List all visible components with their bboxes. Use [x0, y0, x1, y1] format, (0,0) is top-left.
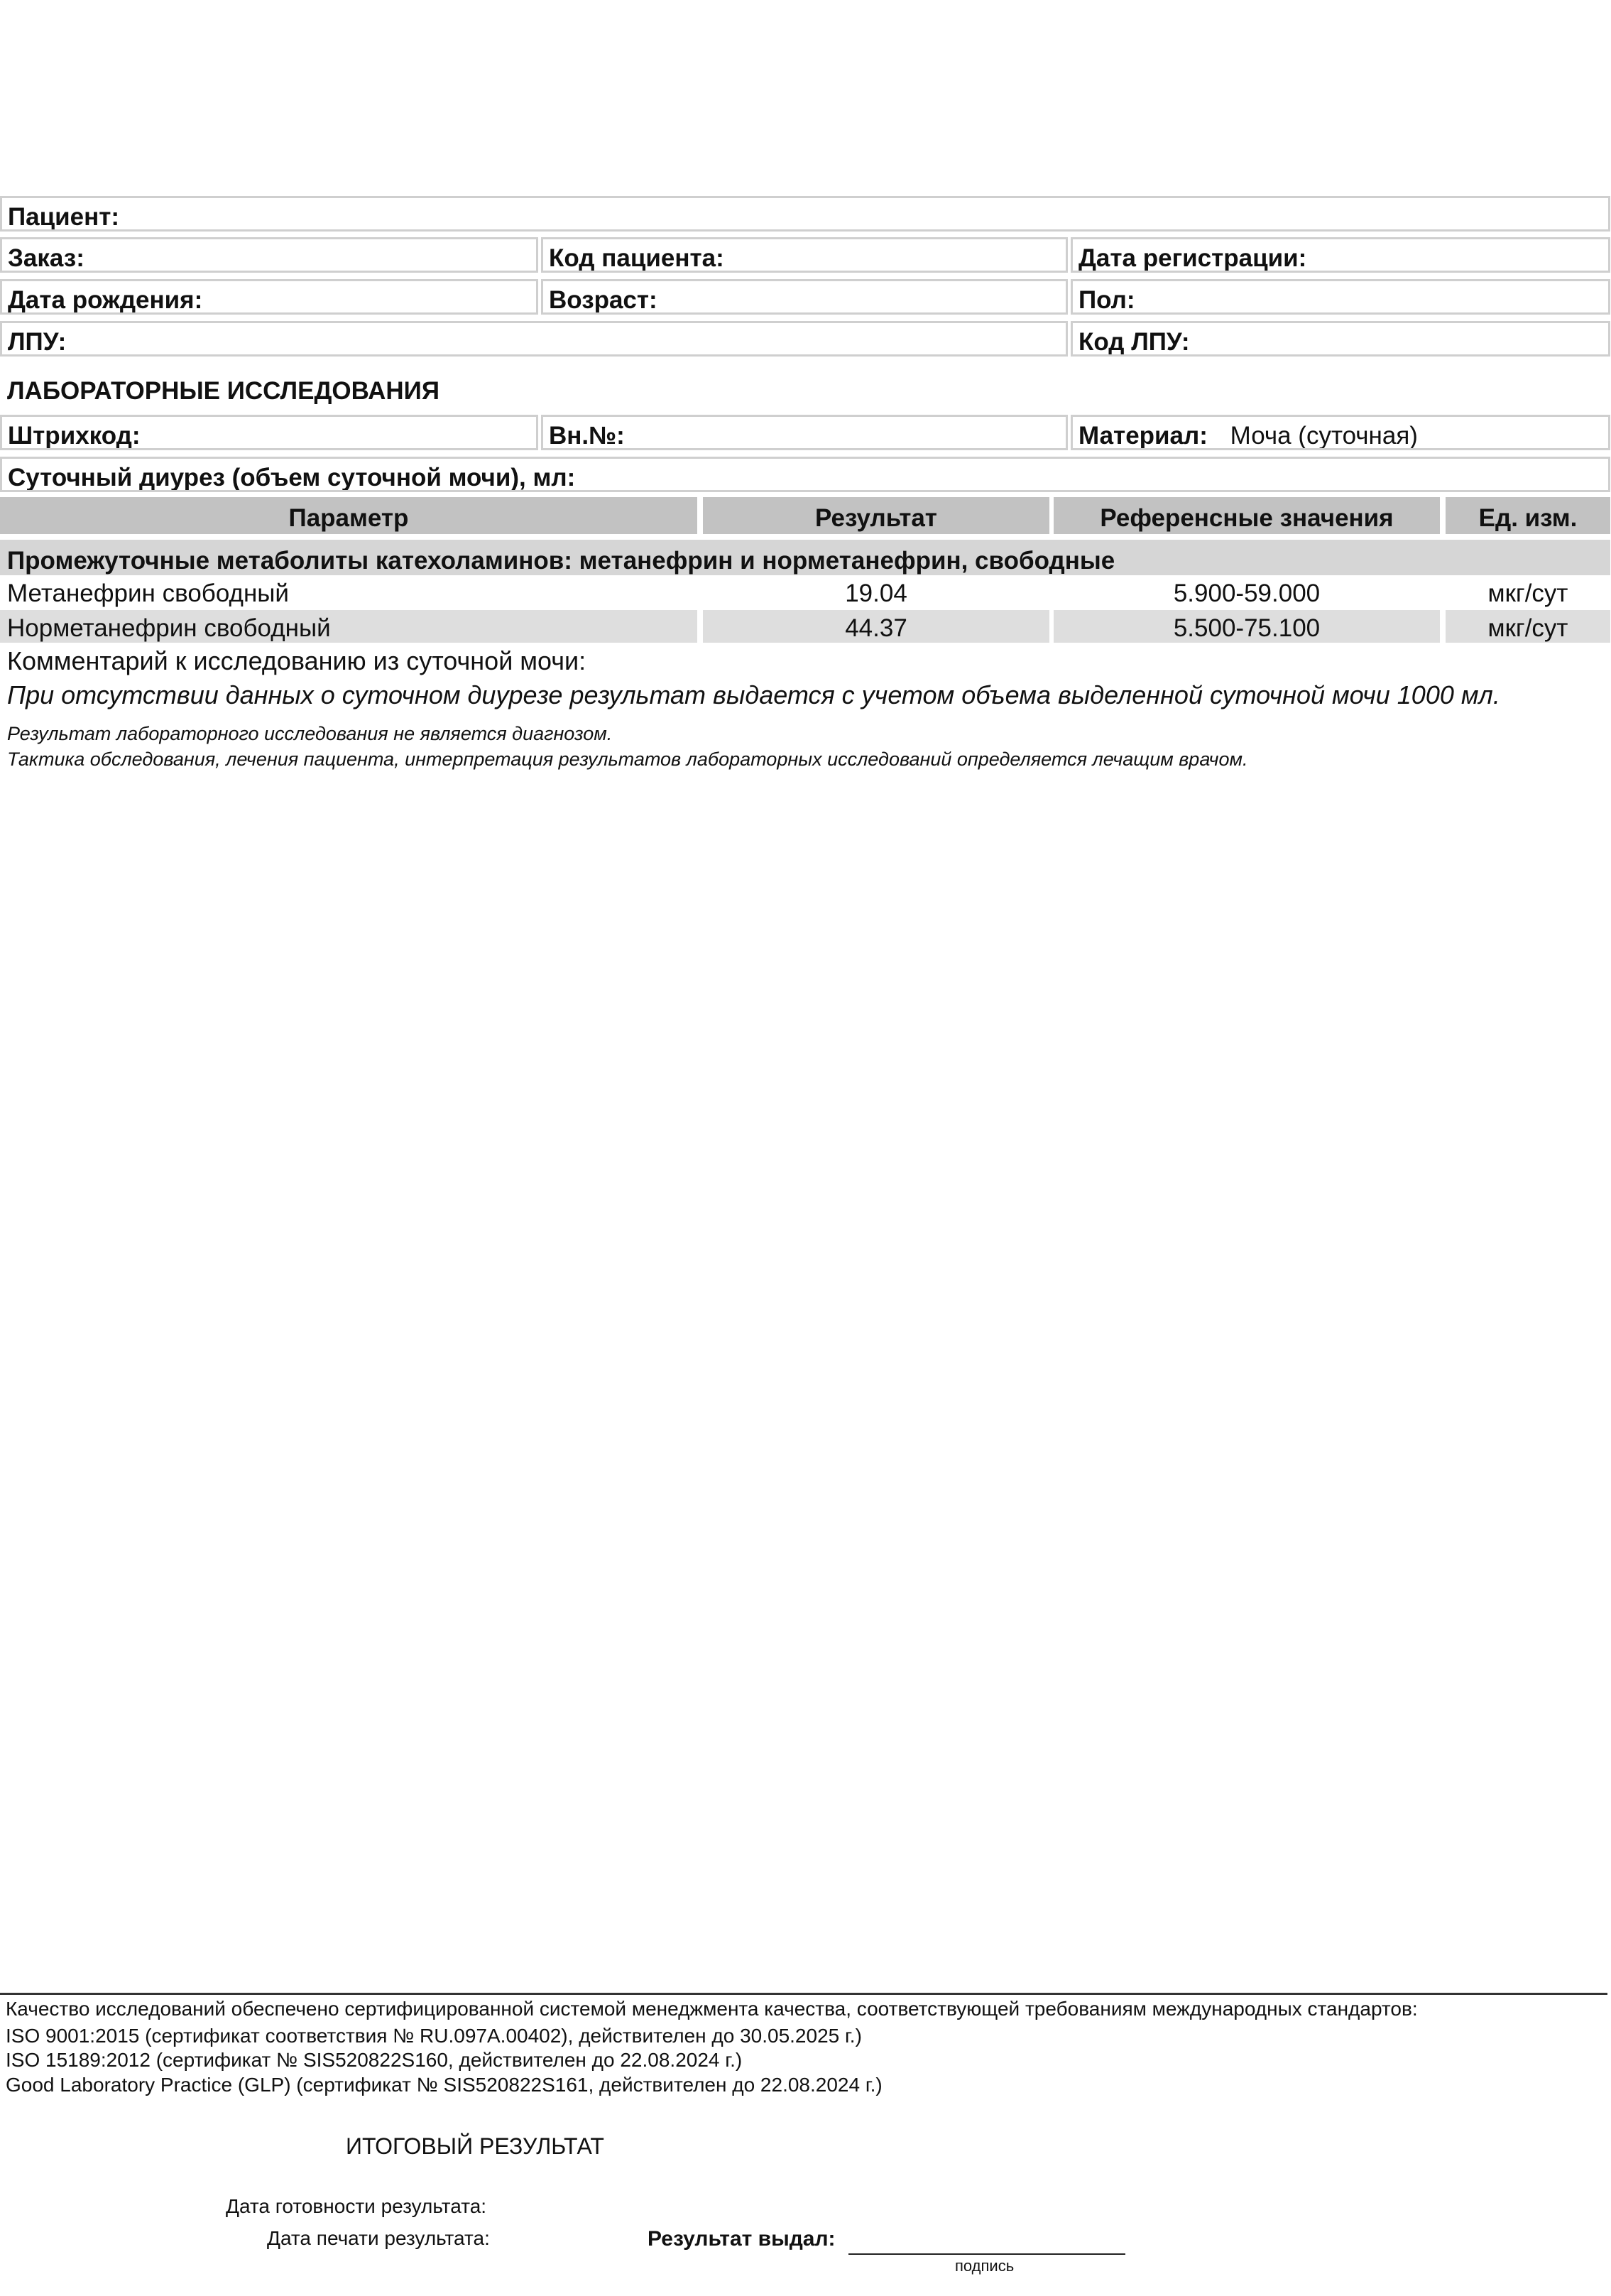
comment-text: При отсутствии данных о суточном диурезе результат выдается с учетом объема выделенной суточной мочи 1000 мл. [7, 680, 1500, 709]
iso-9001: ISO 9001:2015 (сертификат соответствия № RU.097A.00402), действителен до 30.05.2025 г.) [6, 2025, 862, 2047]
birth-date-field [0, 279, 538, 315]
signature-line [848, 2253, 1125, 2255]
lpu-code-field [1071, 321, 1610, 357]
row-reference: 5.900-59.000 [1173, 580, 1321, 607]
birth-date-label: Дата рождения: [8, 286, 203, 314]
row-unit: мкг/сут [1446, 610, 1610, 643]
quality-intro: Качество исследований обеспечено сертифицированной системой менеджмента качества, соответствующей требованиям международных стандартов: [6, 1998, 1418, 2020]
row-result: 44.37 [703, 610, 1049, 643]
row-unit: мкг/сут [1487, 580, 1568, 607]
section-title: ЛАБОРАТОРНЫЕ ИССЛЕДОВАНИЯ [7, 377, 439, 405]
lpu-label: ЛПУ: [8, 328, 67, 356]
sex-field [1071, 279, 1610, 315]
row-parameter: Норметанефрин свободный [0, 610, 697, 643]
quality-divider [0, 1993, 1607, 1995]
age-field [541, 279, 1068, 315]
ready-date-label: Дата готовности результата: [226, 2195, 487, 2217]
header-unit: Ед. изм. [1446, 497, 1610, 534]
material-value: Моча (суточная) [1230, 422, 1418, 450]
age-label: Возраст: [549, 286, 657, 314]
lpu-field [0, 321, 1068, 357]
order-field [0, 237, 538, 273]
disclaimer-line-1: Результат лабораторного исследования не является диагнозом. [7, 723, 613, 744]
diuresis-label: Суточный диурез (объем суточной мочи), мл: [8, 464, 576, 491]
material-label: Материал: [1078, 422, 1208, 450]
patient-code-field [541, 237, 1068, 273]
registration-date-label: Дата регистрации: [1078, 244, 1307, 272]
diuresis-field [0, 457, 1610, 492]
barcode-field [0, 415, 538, 450]
sex-label: Пол: [1078, 286, 1135, 314]
registration-date-field [1071, 237, 1610, 273]
print-date-label: Дата печати результата: [267, 2227, 490, 2249]
order-label: Заказ: [8, 244, 84, 272]
disclaimer-line-2: Тактика обследования, лечения пациента, интерпретация результатов лабораторных исследований определяется лечащим врачом. [7, 749, 1248, 770]
patient-code-label: Код пациента: [549, 244, 724, 272]
signature-label: подпись [955, 2257, 1015, 2275]
lpu-code-label: Код ЛПУ: [1078, 328, 1190, 356]
row-result: 19.04 [845, 580, 907, 607]
internal-number-label: Вн.№: [549, 422, 625, 450]
header-parameter: Параметр [0, 497, 697, 534]
material-field [1071, 415, 1610, 450]
issued-by-label: Результат выдал: [648, 2227, 836, 2251]
row-reference: 5.500-75.100 [1054, 610, 1440, 643]
patient-label: Пациент: [8, 203, 120, 231]
final-result-title: ИТОГОВЫЙ РЕЗУЛЬТАТ [346, 2133, 604, 2159]
group-title: Промежуточные метаболиты катехоламинов: метанефрин и норметанефрин, свободные [0, 540, 1610, 575]
header-reference: Референсные значения [1054, 497, 1440, 534]
comment-label: Комментарий к исследованию из суточной мочи: [7, 646, 586, 675]
internal-number-field [541, 415, 1068, 450]
patient-field [0, 196, 1610, 232]
row-parameter: Метанефрин свободный [7, 580, 289, 607]
iso-15189: ISO 15189:2012 (сертификат № SIS520822S160, действителен до 22.08.2024 г.) [6, 2049, 743, 2071]
glp-certificate: Good Laboratory Practice (GLP) (сертификат № SIS520822S161, действителен до 22.08.2024 г.) [6, 2074, 883, 2096]
header-result: Результат [703, 497, 1049, 534]
barcode-label: Штрихкод: [8, 422, 141, 450]
